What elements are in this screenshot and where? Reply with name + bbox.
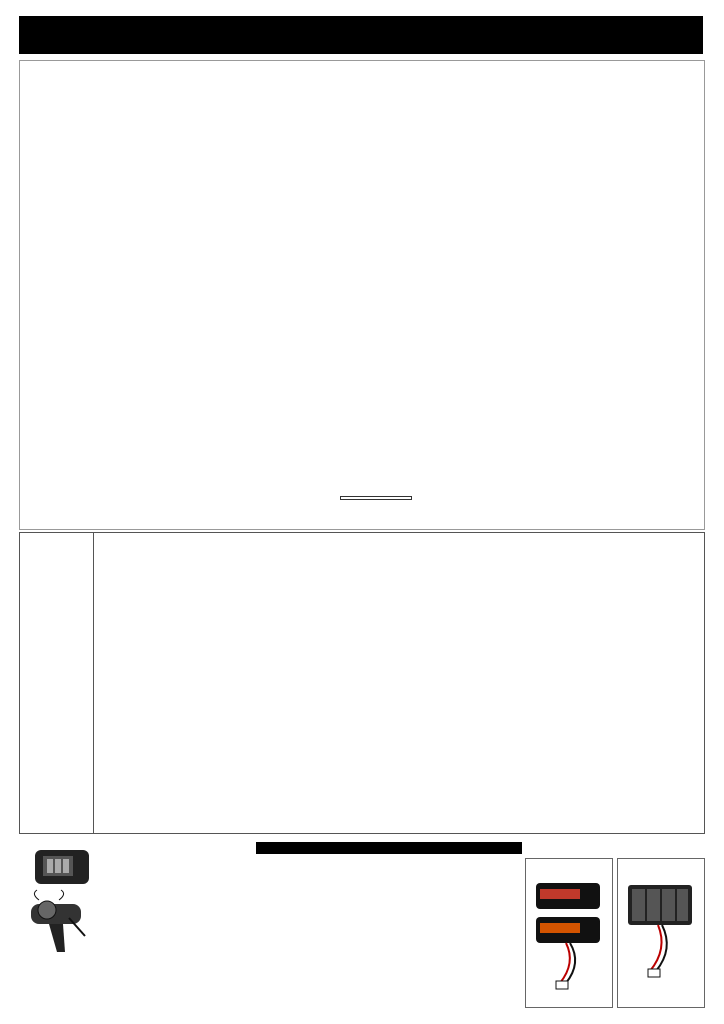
battery-ok-box	[525, 858, 613, 1008]
loctite-note	[340, 496, 412, 500]
battery-pack-section	[525, 842, 703, 1018]
radio-instructions	[19, 840, 254, 1020]
bottom-section	[19, 840, 703, 1020]
page-title-bar	[19, 16, 703, 54]
spec-table	[20, 533, 94, 833]
parts-list	[19, 532, 705, 834]
exploded-view-drawing	[20, 61, 704, 529]
warnings-title	[256, 842, 522, 854]
warnings-section	[256, 842, 522, 1018]
battery-install-notes	[103, 848, 253, 850]
battery-no-box	[617, 858, 705, 1008]
battery-pack-image	[526, 877, 612, 1007]
transmitter-illustration	[19, 840, 103, 960]
exploded-diagram	[19, 60, 705, 530]
aa-battery-holder-image	[618, 877, 704, 1007]
